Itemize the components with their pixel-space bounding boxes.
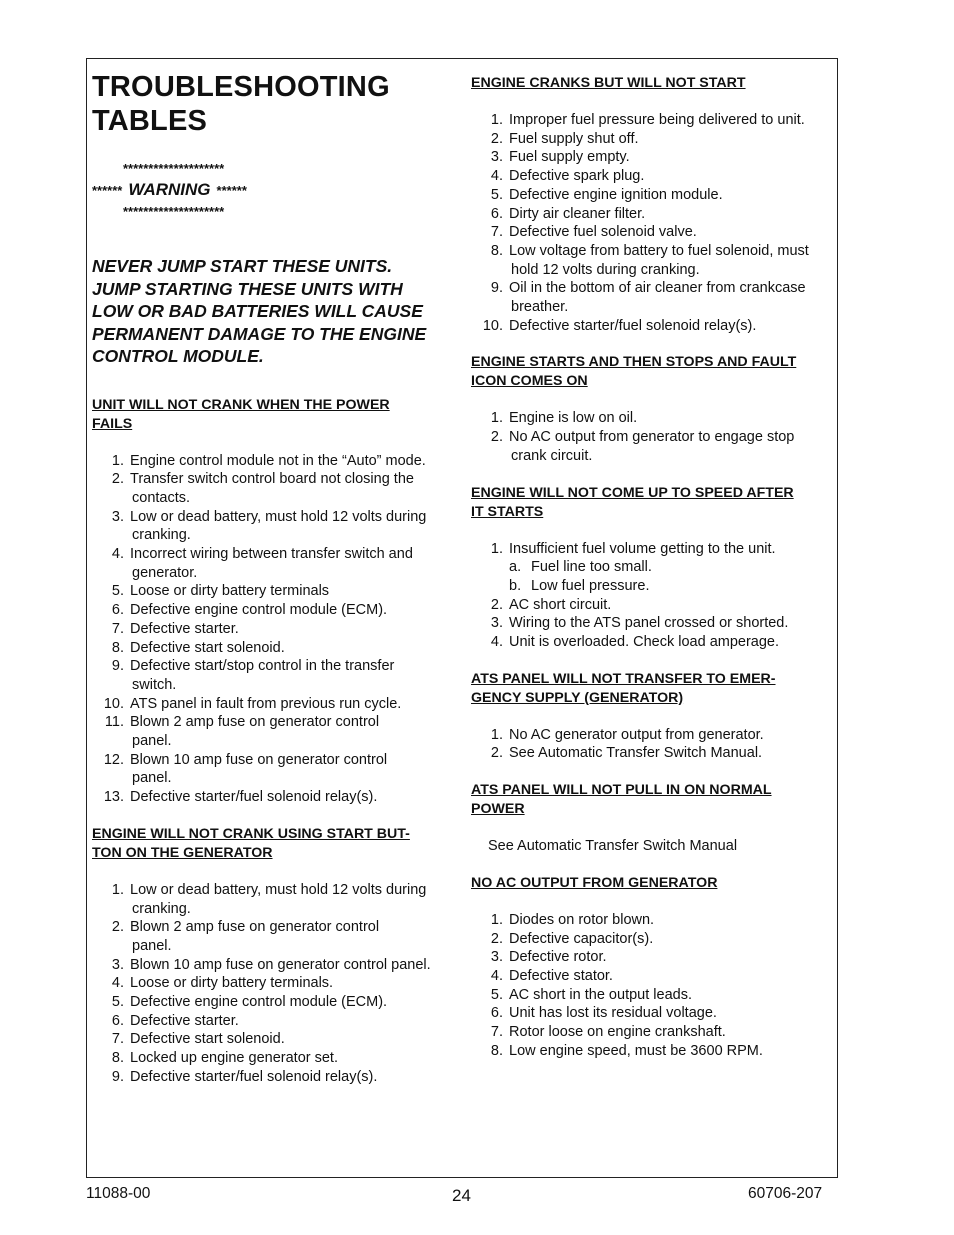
troubleshooting-section (471, 353, 836, 465)
cause-item (471, 1004, 836, 1023)
cause-number: 2. (490, 130, 503, 147)
cause-number: 10. (103, 695, 124, 712)
cause-text-line: Rotor loose on engine crankshaft. (509, 1024, 726, 1041)
cause-item (471, 614, 836, 633)
cause-number: 7. (111, 620, 124, 637)
cause-number: 8. (490, 1042, 503, 1059)
cause-text-line: Defective starter/fuel solenoid relay(s). (130, 789, 378, 806)
section-heading-line: POWER (471, 801, 525, 818)
cause-item (471, 223, 836, 242)
cause-text-line: cranking. (132, 527, 191, 544)
cause-number: 12. (103, 751, 124, 768)
cause-item (92, 545, 457, 582)
footer-part-number: 60706-207 (748, 1185, 823, 1202)
section-heading (471, 74, 836, 93)
cause-text-line: No AC output from generator to engage stop (509, 429, 795, 446)
warning-message-line: PERMANENT DAMAGE TO THE ENGINE (92, 323, 427, 344)
cause-item (471, 986, 836, 1005)
cause-text-line: Locked up engine generator set. (130, 1050, 338, 1067)
left-column (92, 70, 457, 1087)
cause-text-line: Fuel supply shut off. (509, 130, 639, 147)
cause-number: 2. (111, 919, 124, 936)
cause-item (92, 601, 457, 620)
cause-text-line: Dirty air cleaner filter. (509, 205, 646, 222)
cause-item (92, 620, 457, 639)
cause-item (471, 726, 836, 745)
right-column (471, 74, 836, 1061)
cause-text-line: Blown 10 amp fuse on generator control panel. (130, 956, 431, 973)
cause-sub-label: b. (509, 577, 522, 594)
cause-text-line: Low engine speed, must be 3600 RPM. (509, 1042, 763, 1059)
footer-page-number: 24 (452, 1186, 471, 1205)
cause-text-line: Unit is overloaded. Check load amperage. (509, 634, 780, 651)
section-heading-line: ATS PANEL WILL NOT TRANSFER TO EMER- (471, 670, 776, 687)
section-heading-line: ENGINE WILL NOT COME UP TO SPEED AFTER (471, 484, 794, 501)
cause-item (471, 279, 836, 316)
cause-item (471, 633, 836, 652)
cause-text-line: Defective engine control module (ECM). (130, 602, 388, 619)
cause-item (92, 470, 457, 507)
troubleshooting-section (471, 74, 836, 335)
cause-text-line: Improper fuel pressure being delivered to unit. (509, 112, 805, 128)
troubleshooting-section (92, 825, 457, 1087)
cause-number: 2. (111, 471, 124, 488)
cause-number: 8. (490, 242, 503, 259)
cause-item (471, 744, 836, 763)
cause-item (471, 111, 836, 130)
cause-sub-text: Fuel line too small. (531, 559, 652, 576)
cause-number: 8. (111, 639, 124, 656)
left-sections (92, 396, 457, 1087)
cause-text-line: Insufficient fuel volume getting to the unit. (509, 540, 776, 557)
cause-number: 2. (490, 930, 503, 947)
section-heading-line: ENGINE CRANKS BUT WILL NOT START (471, 75, 746, 91)
cause-number: 2. (490, 429, 503, 446)
cause-text-line: breather. (511, 299, 569, 316)
cause-item (92, 1012, 457, 1031)
cause-text-line: panel. (132, 733, 172, 750)
cause-number: 13. (103, 789, 124, 806)
cause-item (92, 993, 457, 1012)
cause-item (471, 967, 836, 986)
cause-text-line: Diodes on rotor blown. (509, 911, 655, 928)
section-heading-line: ATS PANEL WILL NOT PULL IN ON NORMAL (471, 782, 772, 799)
cause-sub-item (509, 558, 836, 577)
warning-label: WARNING (128, 180, 211, 199)
cause-number: 11. (104, 714, 124, 731)
cause-text-line: Defective capacitor(s). (509, 930, 654, 947)
troubleshooting-section (471, 874, 836, 1061)
cause-number: 3. (490, 149, 503, 166)
cause-number: 4. (490, 967, 503, 984)
cause-text-line: Blown 10 amp fuse on generator control (130, 751, 388, 768)
warning-banner (92, 178, 457, 203)
cause-text-line: Transfer switch control board not closing the (130, 471, 414, 488)
cause-number: 5. (490, 986, 503, 1003)
cause-item (471, 317, 836, 336)
cause-item (471, 428, 836, 465)
warning-stars-bottom: ******************** (123, 204, 225, 219)
cause-text-line: Incorrect wiring between transfer switch and (130, 546, 413, 563)
cause-list (92, 452, 457, 807)
cause-number: 1. (490, 726, 503, 743)
cause-item (471, 205, 836, 224)
warning-message (92, 255, 457, 368)
cause-number: 1. (490, 112, 503, 128)
cause-sub-list (509, 558, 836, 595)
cause-item (471, 409, 836, 428)
cause-text-line: Defective start solenoid. (130, 1031, 285, 1048)
cause-number: 8. (111, 1050, 124, 1067)
cause-item (92, 582, 457, 601)
cause-text-line: See Automatic Transfer Switch Manual. (509, 745, 763, 762)
cause-text-line: Defective rotor. (509, 949, 607, 966)
cause-sub-item (509, 577, 836, 596)
cause-list (471, 911, 836, 1061)
cause-text-line: Loose or dirty battery terminals (130, 583, 330, 600)
cause-number: 3. (490, 949, 503, 966)
cause-item (92, 508, 457, 545)
cause-text-line: panel. (132, 937, 172, 954)
cause-text-line: Defective stator. (509, 967, 613, 984)
cause-text-line: Defective starter. (130, 1012, 239, 1029)
warning-stars-left: ****** (92, 183, 123, 198)
page-title-line-2: TABLES (92, 105, 208, 137)
cause-text-line: Engine control module not in the “Auto” mode. (130, 452, 426, 469)
section-heading-line: FAILS (92, 415, 133, 432)
cause-text-line: Defective spark plug. (509, 168, 645, 185)
cause-item (471, 167, 836, 186)
section-heading (92, 396, 457, 434)
cause-text-line: Fuel supply empty. (509, 149, 630, 166)
cause-text-line: cranking. (132, 900, 191, 917)
cause-item (471, 1023, 836, 1042)
cause-item (471, 130, 836, 149)
section-heading (471, 781, 836, 819)
cause-number: 1. (490, 410, 503, 427)
cause-number: 6. (111, 602, 124, 619)
cause-text-line: AC short circuit. (509, 596, 612, 613)
cause-item (92, 713, 457, 750)
section-heading (92, 825, 457, 863)
cause-text-line: Defective fuel solenoid valve. (509, 224, 697, 241)
cause-text-line: Low or dead battery, must hold 12 volts during (130, 508, 427, 525)
cause-item (92, 1030, 457, 1049)
cause-number: 4. (490, 168, 503, 185)
cause-number: 9. (111, 1068, 124, 1085)
cause-item (92, 974, 457, 993)
cause-item (471, 596, 836, 615)
warning-message-line: JUMP STARTING THESE UNITS WITH (92, 278, 403, 299)
footer-doc-number: 11088-00 (86, 1185, 151, 1202)
cause-number: 6. (490, 205, 503, 222)
cause-number: 1. (111, 881, 124, 898)
cause-item (92, 639, 457, 658)
cause-number: 7. (490, 1024, 503, 1041)
troubleshooting-section (471, 781, 836, 856)
cause-number: 2. (490, 596, 503, 613)
cause-number: 3. (490, 615, 503, 632)
section-heading-line: ENGINE STARTS AND THEN STOPS AND FAULT (471, 354, 797, 371)
cause-item (471, 1042, 836, 1061)
cause-text-line: Defective starter/fuel solenoid relay(s). (130, 1068, 378, 1085)
cause-number: 4. (111, 975, 124, 992)
cause-list (92, 881, 457, 1087)
cause-number: 2. (490, 745, 503, 762)
section-heading-line: TON ON THE GENERATOR (92, 844, 273, 861)
cause-number: 6. (111, 1012, 124, 1029)
cause-item (92, 881, 457, 918)
cause-item (92, 1049, 457, 1068)
cause-item (471, 911, 836, 930)
cause-item (92, 1068, 457, 1087)
cause-text-line: Unit has lost its residual voltage. (509, 1005, 717, 1022)
section-note: See Automatic Transfer Switch Manual (488, 838, 738, 855)
troubleshooting-section (471, 484, 836, 652)
cause-list (471, 726, 836, 763)
cause-number: 7. (490, 224, 503, 241)
cause-item (92, 918, 457, 955)
cause-item (471, 948, 836, 967)
cause-text-line: Loose or dirty battery terminals. (130, 975, 334, 992)
section-heading-line: UNIT WILL NOT CRANK WHEN THE POWER (92, 396, 390, 413)
cause-text-line: Defective start solenoid. (130, 639, 285, 656)
cause-number: 7. (111, 1031, 124, 1048)
troubleshooting-section (471, 670, 836, 763)
cause-text-line: generator. (132, 564, 198, 581)
section-heading-line: ENGINE WILL NOT CRANK USING START BUT- (92, 825, 410, 842)
cause-text-line: Defective engine control module (ECM). (130, 994, 388, 1011)
cause-list (471, 409, 836, 465)
warning-stars-top: ******************** (123, 161, 225, 176)
cause-item (92, 657, 457, 694)
cause-number: 10. (482, 317, 503, 334)
cause-sub-label: a. (509, 559, 522, 576)
cause-text-line: Blown 2 amp fuse on generator control (130, 714, 380, 731)
cause-text-line: Defective start/stop control in the transfer (130, 658, 395, 675)
section-heading (471, 484, 836, 522)
warning-message-line: CONTROL MODULE. (92, 346, 264, 366)
cause-number: 5. (490, 186, 503, 203)
section-heading-line: ICON COMES ON (471, 373, 588, 390)
troubleshooting-section (92, 396, 457, 807)
cause-text-line: switch. (132, 676, 177, 693)
cause-item (92, 452, 457, 471)
cause-number: 6. (490, 1005, 503, 1022)
cause-item (471, 242, 836, 279)
cause-text-line: Defective starter. (130, 620, 239, 637)
cause-text-line: panel. (132, 770, 172, 787)
cause-text-line: Oil in the bottom of air cleaner from crankcase (509, 280, 806, 297)
cause-number: 4. (490, 634, 503, 651)
cause-item (92, 751, 457, 788)
cause-text-line: AC short in the output leads. (509, 986, 692, 1003)
section-heading (471, 670, 836, 708)
cause-item (471, 540, 836, 596)
cause-text-line: Low or dead battery, must hold 12 volts during (130, 881, 427, 898)
cause-text-line: Defective engine ignition module. (509, 186, 723, 203)
page-title (92, 70, 457, 138)
section-heading-line: GENCY SUPPLY (GENERATOR) (471, 689, 684, 706)
cause-text-line: hold 12 volts during cranking. (511, 261, 700, 278)
cause-text-line: Defective starter/fuel solenoid relay(s). (509, 317, 757, 334)
warning-message-line: LOW OR BAD BATTERIES WILL CAUSE (92, 301, 423, 321)
cause-sub-text: Low fuel pressure. (531, 577, 650, 594)
cause-text-line: Blown 2 amp fuse on generator control (130, 919, 380, 936)
right-sections (471, 74, 836, 1061)
section-heading-line: IT STARTS (471, 503, 544, 520)
cause-text-line: Engine is low on oil. (509, 410, 638, 427)
cause-number: 1. (111, 452, 124, 469)
cause-number: 9. (111, 658, 124, 675)
cause-text-line: Wiring to the ATS panel crossed or shorted. (509, 615, 789, 632)
section-heading (471, 353, 836, 391)
warning-message-line: NEVER JUMP START THESE UNITS. (92, 256, 393, 276)
cause-number: 1. (490, 911, 503, 928)
page-title-line-1: TROUBLESHOOTING (92, 71, 390, 103)
cause-number: 1. (490, 540, 503, 557)
cause-number: 3. (111, 956, 124, 973)
warning-stars-right: ****** (216, 183, 247, 198)
cause-item (471, 186, 836, 205)
cause-list (471, 111, 836, 335)
section-heading (471, 874, 836, 893)
cause-text-line: No AC generator output from generator. (509, 726, 764, 743)
cause-text-line: contacts. (132, 489, 191, 506)
cause-item (471, 930, 836, 949)
cause-number: 9. (490, 280, 503, 297)
cause-number: 5. (111, 583, 124, 600)
cause-item (471, 148, 836, 167)
cause-number: 5. (111, 994, 124, 1011)
cause-text-line: ATS panel in fault from previous run cycle. (130, 695, 402, 712)
cause-item (92, 956, 457, 975)
cause-text-line: Low voltage from battery to fuel solenoid, must (509, 242, 809, 259)
section-heading-line: NO AC OUTPUT FROM GENERATOR (471, 874, 718, 891)
cause-item (92, 695, 457, 714)
cause-number: 4. (111, 546, 124, 563)
cause-number: 3. (111, 508, 124, 525)
cause-item (92, 788, 457, 807)
cause-list (471, 540, 836, 652)
cause-text-line: crank circuit. (511, 447, 593, 464)
